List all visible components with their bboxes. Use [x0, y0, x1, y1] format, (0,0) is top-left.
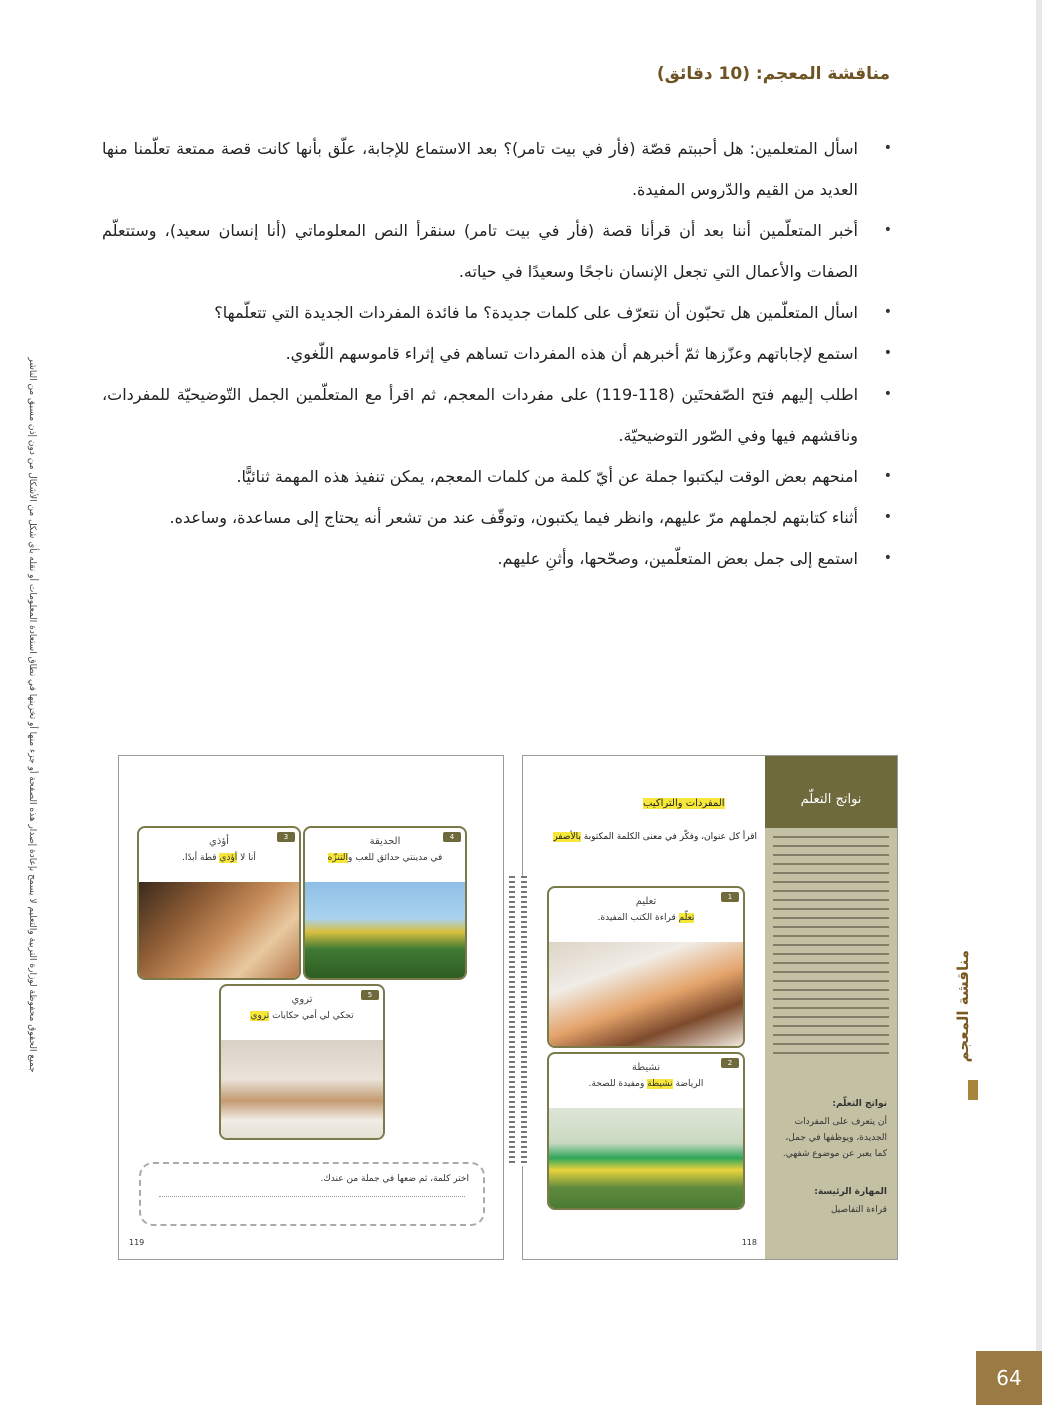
instruction-item: • استمع إلى جمل بعض المتعلّمين، وصحّحها، وأثنِ عليهم.: [102, 538, 892, 579]
page-edge-rule: [1036, 0, 1042, 1405]
book-page-119: [118, 755, 504, 1260]
book-page-number: 119: [129, 1238, 145, 1247]
section-title: مناقشة المعجم: (10 دقائق): [656, 64, 890, 84]
father-son-photo: [549, 942, 743, 1046]
vocab-sentence: الرياضة نشيطة ومفيدة للصحة.: [588, 1079, 704, 1089]
vocab-card-park: 4 الحديقة في مدينتي حدائق للعب والتنزّه: [303, 826, 467, 980]
vocab-word: نشيطة: [631, 1062, 661, 1073]
instruction-item: • امنحهم بعض الوقت ليكتبوا جملة عن أيّ كلمة من كلمات المعجم، يمكن تنفيذ هذه المهمة ثنائيًّا.: [102, 456, 892, 497]
page-gutter-text: [509, 876, 515, 1166]
vocab-instruction: اقرأ كل عنوان، وفكّر في معنى الكلمة المكتوبة بالأصفر: [553, 832, 757, 842]
vocab-card-cat: 3 أؤذي أنا لا أؤذي قطة أبدًا.: [137, 826, 301, 980]
book-page-118: [522, 755, 898, 1260]
instruction-item: • اطلب إليهم فتح الصّفحتَين (118-119) على مفردات المعجم، ثم اقرأ مع المتعلّمين الجمل التّوضيحيّة للمفردات، وناقشهم فيها وفي الصّور التوضيحيّة.: [102, 374, 892, 456]
book-spread-image: [118, 755, 898, 1260]
learning-outcomes-sidebar: نواتج التعلّم نواتج التعلّم: أن يتعرف على المفردات الجديدة، ويوظفها في جمل، كما يعبر عن موضوع شفهي. المهارة الرئيسة: قراءة التفاصيل: [765, 756, 897, 1259]
vocab-card-soccer: 2 نشيطة الرياضة نشيطة ومفيدة للصحة.: [547, 1052, 745, 1210]
vocab-sentence: تعلّم قراءة الكتب المفيدة.: [597, 913, 695, 923]
vocab-word: تعليم: [635, 896, 657, 907]
copyright-side-note: جميع الحقوق محفوظة لوزارة التربية والتعليم لا يسمح بإعادة إصدار هذه الصفحة أو جزء منها أو تخزينها في نطاق استعادة المعلومات أو نقله بأي شكل من الأشكال من دون إذن مسبق من الناشر: [27, 357, 37, 1073]
instruction-item: • استمع لإجاباتهم وعزّزها ثمّ أخبرهم أن هذه المفردات تساهم في إثراء قاموسهم اللّغوي.: [102, 333, 892, 374]
instruction-item: • أثناء كتابتهم لجملهم مرّ عليهم، وانظر فيما يكتبون، وتوقّف عند من تشعر أنه يحتاج إلى مساعدة، وساعده.: [102, 497, 892, 538]
instruction-item: • اسأل المتعلمين: هل أحببتم قصّة (فأر في بيت تامر)؟ بعد الاستماع للإجابة، علّق بأنها كانت قصة ممتعة تعلّمنا منها العديد من القيم والدّروس المفيدة.: [102, 128, 892, 210]
vocab-word: تروي: [291, 994, 313, 1005]
vocab-sentence: تحكي لي أمي حكايات تروي: [250, 1011, 354, 1021]
vocab-heading: المفردات والتراكيب: [643, 798, 725, 809]
instruction-item: • اسأل المتعلّمين هل تحبّون أن نتعرّف على كلمات جديدة؟ ما فائدة المفردات الجديدة التي تتعلّمها؟: [102, 292, 892, 333]
instruction-list: [102, 128, 892, 579]
side-tab-marker: [968, 1080, 978, 1100]
amusement-park-photo: [305, 882, 465, 978]
vocab-card-father-son: 1 تعليم تعلّم قراءة الكتب المفيدة.: [547, 886, 745, 1048]
vocab-word: الحديقة: [369, 836, 401, 847]
writing-exercise-box: اختر كلمة، ثم ضعها في جملة من عندك.: [139, 1162, 485, 1226]
mother-daughter-reading-photo: [221, 1040, 383, 1138]
cat-photo: [139, 882, 299, 978]
vocab-word: أؤذي: [209, 836, 229, 847]
instruction-item: • أخبر المتعلّمين أننا بعد أن قرأنا قصة (فأر في بيت تامر) سنقرأ النص المعلوماتي (أنا إنسان سعيد)، وستتعلّم الصفات والأعمال التي تجعل الإنسان ناجحًا وسعيدًا في حياته.: [102, 210, 892, 292]
sidebar-title: نواتج التعلّم: [765, 756, 897, 828]
page-number: 64: [976, 1351, 1042, 1405]
vocab-sentence: في مدينتي حدائق للعب والتنزّه: [327, 853, 443, 863]
side-tab-label: مناقشة المعجم: [954, 950, 972, 1063]
page-gutter-text: [521, 876, 527, 1166]
book-page-number: 118: [741, 1238, 757, 1247]
kids-soccer-photo: [549, 1108, 743, 1208]
vocab-sentence: أنا لا أؤذي قطة أبدًا.: [182, 853, 256, 863]
vocab-card-reading: 5 تروي تحكي لي أمي حكايات تروي: [219, 984, 385, 1140]
